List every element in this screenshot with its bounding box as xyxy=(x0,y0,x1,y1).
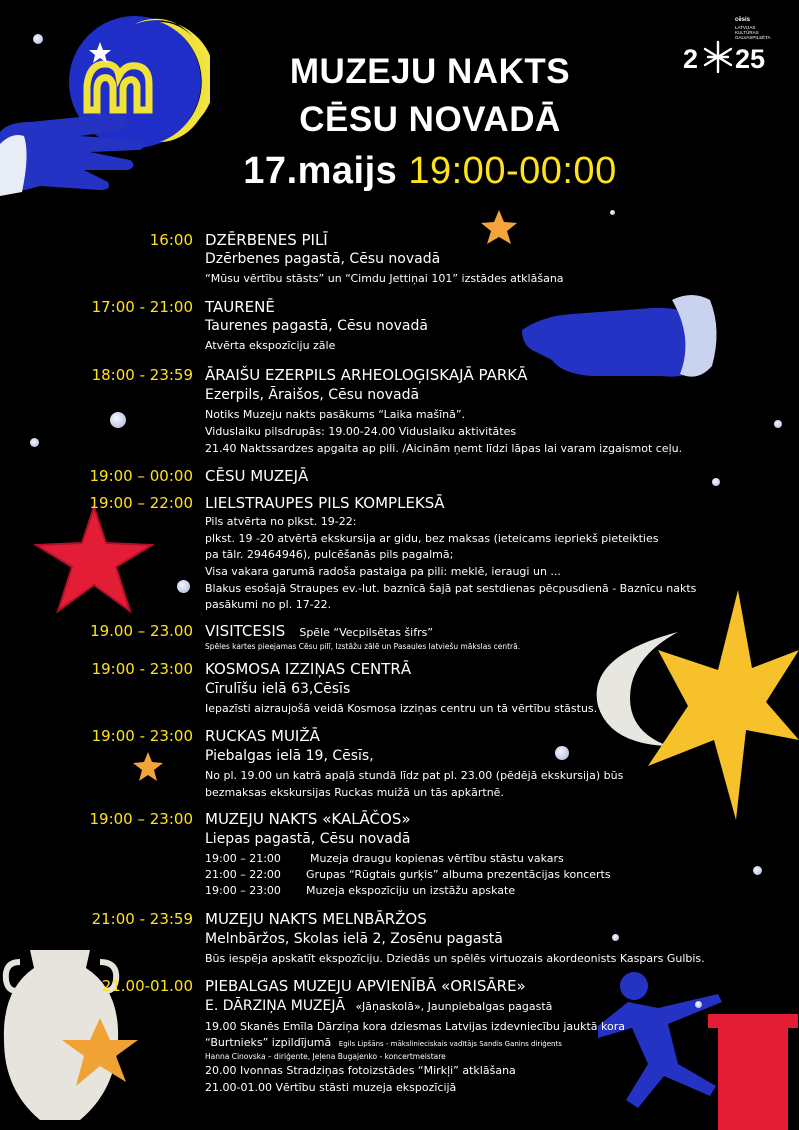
event-time: 17:00 - 21:00 xyxy=(91,298,193,316)
logo-line4: GALVASPILSĒTA xyxy=(735,35,771,40)
museum-name: E. DĀRZIŅA MUZEJĀ xyxy=(205,998,346,1014)
event-location: Liepas pagastā, Cēsu novadā xyxy=(205,831,411,847)
light-dot xyxy=(33,34,43,44)
event-title: MUZEJU NAKTS MELNBĀRŽOS xyxy=(205,910,427,928)
schedule-time: 19:00 – 23:00 xyxy=(205,884,281,897)
event-time: 21:00 - 23:59 xyxy=(91,910,193,928)
choir-leaders: Egils Lipšāns - mākslinieciskais vadītājs Sandis Ganins diriģents xyxy=(338,1040,562,1048)
event-detail: Būs iespēja apskatīt ekspozīciju. Dziedās un spēlēs virtuozais akordeonists Kaspars Gulbis. xyxy=(205,952,705,965)
event-detail: Visa vakara garumā radoša pastaiga pa pili: meklē, ieraugi un ... xyxy=(205,565,561,578)
event-title xyxy=(205,622,433,640)
event-title: MUZEJU NAKTS «KALĀČOS» xyxy=(205,810,411,828)
event-location: Ezerpils, Āraišos, Cēsu novadā xyxy=(205,387,420,403)
logo-line2: LATVIJAS xyxy=(735,25,756,30)
event-detail: Notiks Muzeju nakts pasākums “Laika mašīnā”. xyxy=(205,408,466,421)
orange-star-top xyxy=(480,210,518,246)
event-detail: pasākumi no pl. 17-22. xyxy=(205,598,332,611)
title-line-1: MUZEJU NAKTS xyxy=(289,52,571,91)
red-star xyxy=(34,505,154,615)
event-detail: bezmaksas ekskursijas Ruckas muižā un tās apkārtnē. xyxy=(205,786,504,799)
event-time: 19.00 – 23.00 xyxy=(90,622,193,640)
light-dot xyxy=(612,934,619,941)
event-time: 19:00 - 23:00 xyxy=(91,727,193,745)
event-detail: 19.00 Skanēs Emīla Dārziņa kora dziesmas Latvijas izdevniecību jauktā kora xyxy=(205,1020,625,1033)
event-time: 19:00 - 23:00 xyxy=(91,660,193,678)
event-location: Piebalgas ielā 19, Cēsīs, xyxy=(205,748,374,764)
event-detail: Iepazīsti aizraujošā veidā Kosmosa izziņas centru un tā vērtību stāstus. xyxy=(205,702,598,715)
light-dot xyxy=(555,746,569,760)
cesis-2025-logo xyxy=(683,18,775,78)
event-title-text: VISITCESIS xyxy=(205,622,286,640)
light-dot xyxy=(774,420,782,428)
event-title: DZĒRBENES PILĪ xyxy=(205,231,328,249)
choir-name: “Burtnieks” izpildījumā xyxy=(205,1036,332,1049)
event-title: CĒSU MUZEJĀ xyxy=(205,467,309,485)
logo-cesis: cēsis xyxy=(735,17,751,23)
amphora-vase xyxy=(0,940,150,1130)
event-detail: Pils atvērta no plkst. 19-22: xyxy=(205,515,357,528)
event-time: 18:00 - 23:59 xyxy=(91,366,193,384)
logo-digit-2: 2 xyxy=(683,44,699,74)
choir-conductors: Hanna Cinovska – diriģente, Jeļena Bugajenko - koncertmeistare xyxy=(205,1052,446,1061)
museum-location: «Jāņaskolā», Jaunpiebalgas pagastā xyxy=(355,1000,553,1013)
light-dot xyxy=(753,866,762,875)
event-detail: Atvērta ekspozīciju zāle xyxy=(205,339,336,352)
event-title: RUCKAS MUIŽĀ xyxy=(205,727,320,745)
schedule-desc: Muzeja draugu kopienas vērtību stāstu vakars xyxy=(310,852,564,865)
title-line-2: CĒSU NOVADĀ xyxy=(299,100,561,139)
event-detail: 20.00 Ivonnas Stradziņas fotoizstādes “Mirkļi” atklāšana xyxy=(205,1064,516,1077)
event-title: KOSMOSA IZZIŅAS CENTRĀ xyxy=(205,660,412,678)
event-detail xyxy=(205,1035,562,1051)
blue-hand-top-left xyxy=(0,92,150,202)
date: 17.maijs xyxy=(243,150,398,192)
light-dot xyxy=(610,210,615,215)
snowflake-icon xyxy=(703,40,733,74)
event-location: Dzērbenes pagastā, Cēsu novadā xyxy=(205,251,441,267)
event-detail: “Mūsu vērtību stāsts” un “Cimdu Jettiņai 101” izstādes atklāšana xyxy=(205,272,564,285)
event-location: Taurenes pagastā, Cēsu novadā xyxy=(205,318,428,334)
event-detail: Blakus esošajā Straupes ev.-lut. baznīcā šajā pat sestdienas pēcpusdienā - Baznīcu nakts xyxy=(205,582,697,595)
light-dot xyxy=(177,580,190,593)
light-dot xyxy=(110,412,126,428)
event-tiny-note: Spēles kartes pieejamas Cēsu pilī, Izstāžu zālē un Pasaules latviešu mākslas centrā. xyxy=(205,642,521,651)
event-time: 19:00 – 22:00 xyxy=(89,494,193,512)
event-time: 21.00-01.00 xyxy=(101,977,193,995)
schedule-desc: Muzeja ekspozīciju un izstāžu apskate xyxy=(306,884,516,897)
yellow-big-star xyxy=(648,590,799,820)
event-detail: pa tālr. 29464946), pulcēšanās pils pagalmā; xyxy=(205,548,454,561)
event-location: Cīrulīšu ielā 63,Cēsīs xyxy=(205,681,351,697)
event-location xyxy=(205,998,552,1014)
event-detail: No pl. 19.00 un katrā apaļā stundā līdz pat pl. 23.00 (pēdējā ekskursija) būs xyxy=(205,769,624,782)
schedule-time: 19:00 – 21:00 xyxy=(205,852,281,865)
event-game-name: Spēle “Vecpilsētas šifrs” xyxy=(299,626,434,639)
date-line xyxy=(200,150,660,193)
event-time: 19:00 – 23:00 xyxy=(89,810,193,828)
dancer-figure-column xyxy=(598,968,799,1130)
light-dot xyxy=(712,478,720,486)
event-detail: 21.00-01.00 Vērtību stāsti muzeja ekspozīcijā xyxy=(205,1081,457,1094)
event-location: Melnbāržos, Skolas ielā 2, Zosēnu pagastā xyxy=(205,931,503,947)
logo-line3: KULTŪRAS xyxy=(735,30,759,35)
event-title: ĀRAIŠU EZERPILS ARHEOLOĢISKAJĀ PARKĀ xyxy=(205,366,528,384)
time-range: 19:00-00:00 xyxy=(408,150,617,192)
blue-hand-right xyxy=(522,290,722,385)
event-title: TAURENĒ xyxy=(205,298,275,316)
light-dot xyxy=(695,1001,702,1008)
light-dot xyxy=(30,438,39,447)
schedule-time: 21:00 – 22:00 xyxy=(205,868,281,881)
logo-digit-25: 25 xyxy=(735,44,766,74)
event-time: 16:00 xyxy=(149,231,193,249)
event-detail: 21.40 Naktssardzes apgaita ap pili. /Aicinām ņemt līdzi lāpas lai varam izgaismot ceļu. xyxy=(205,442,683,455)
event-title: LIELSTRAUPES PILS KOMPLEKSĀ xyxy=(205,494,445,512)
event-detail: Viduslaiku pilsdrupās: 19.00-24.00 Viduslaiku aktivitātes xyxy=(205,425,517,438)
schedule-desc: Grupas “Rūgtais gurķis” albuma prezentācijas koncerts xyxy=(306,868,611,881)
orange-star-small xyxy=(133,752,163,782)
event-detail: plkst. 19 -20 atvērtā ekskursija ar gidu, bez maksas (ieteicams iepriekš pieteikties xyxy=(205,532,659,545)
event-title: PIEBALGAS MUZEJU APVIENĪBĀ «ORISĀRE» xyxy=(205,977,526,995)
event-time: 19:00 – 00:00 xyxy=(89,467,193,485)
